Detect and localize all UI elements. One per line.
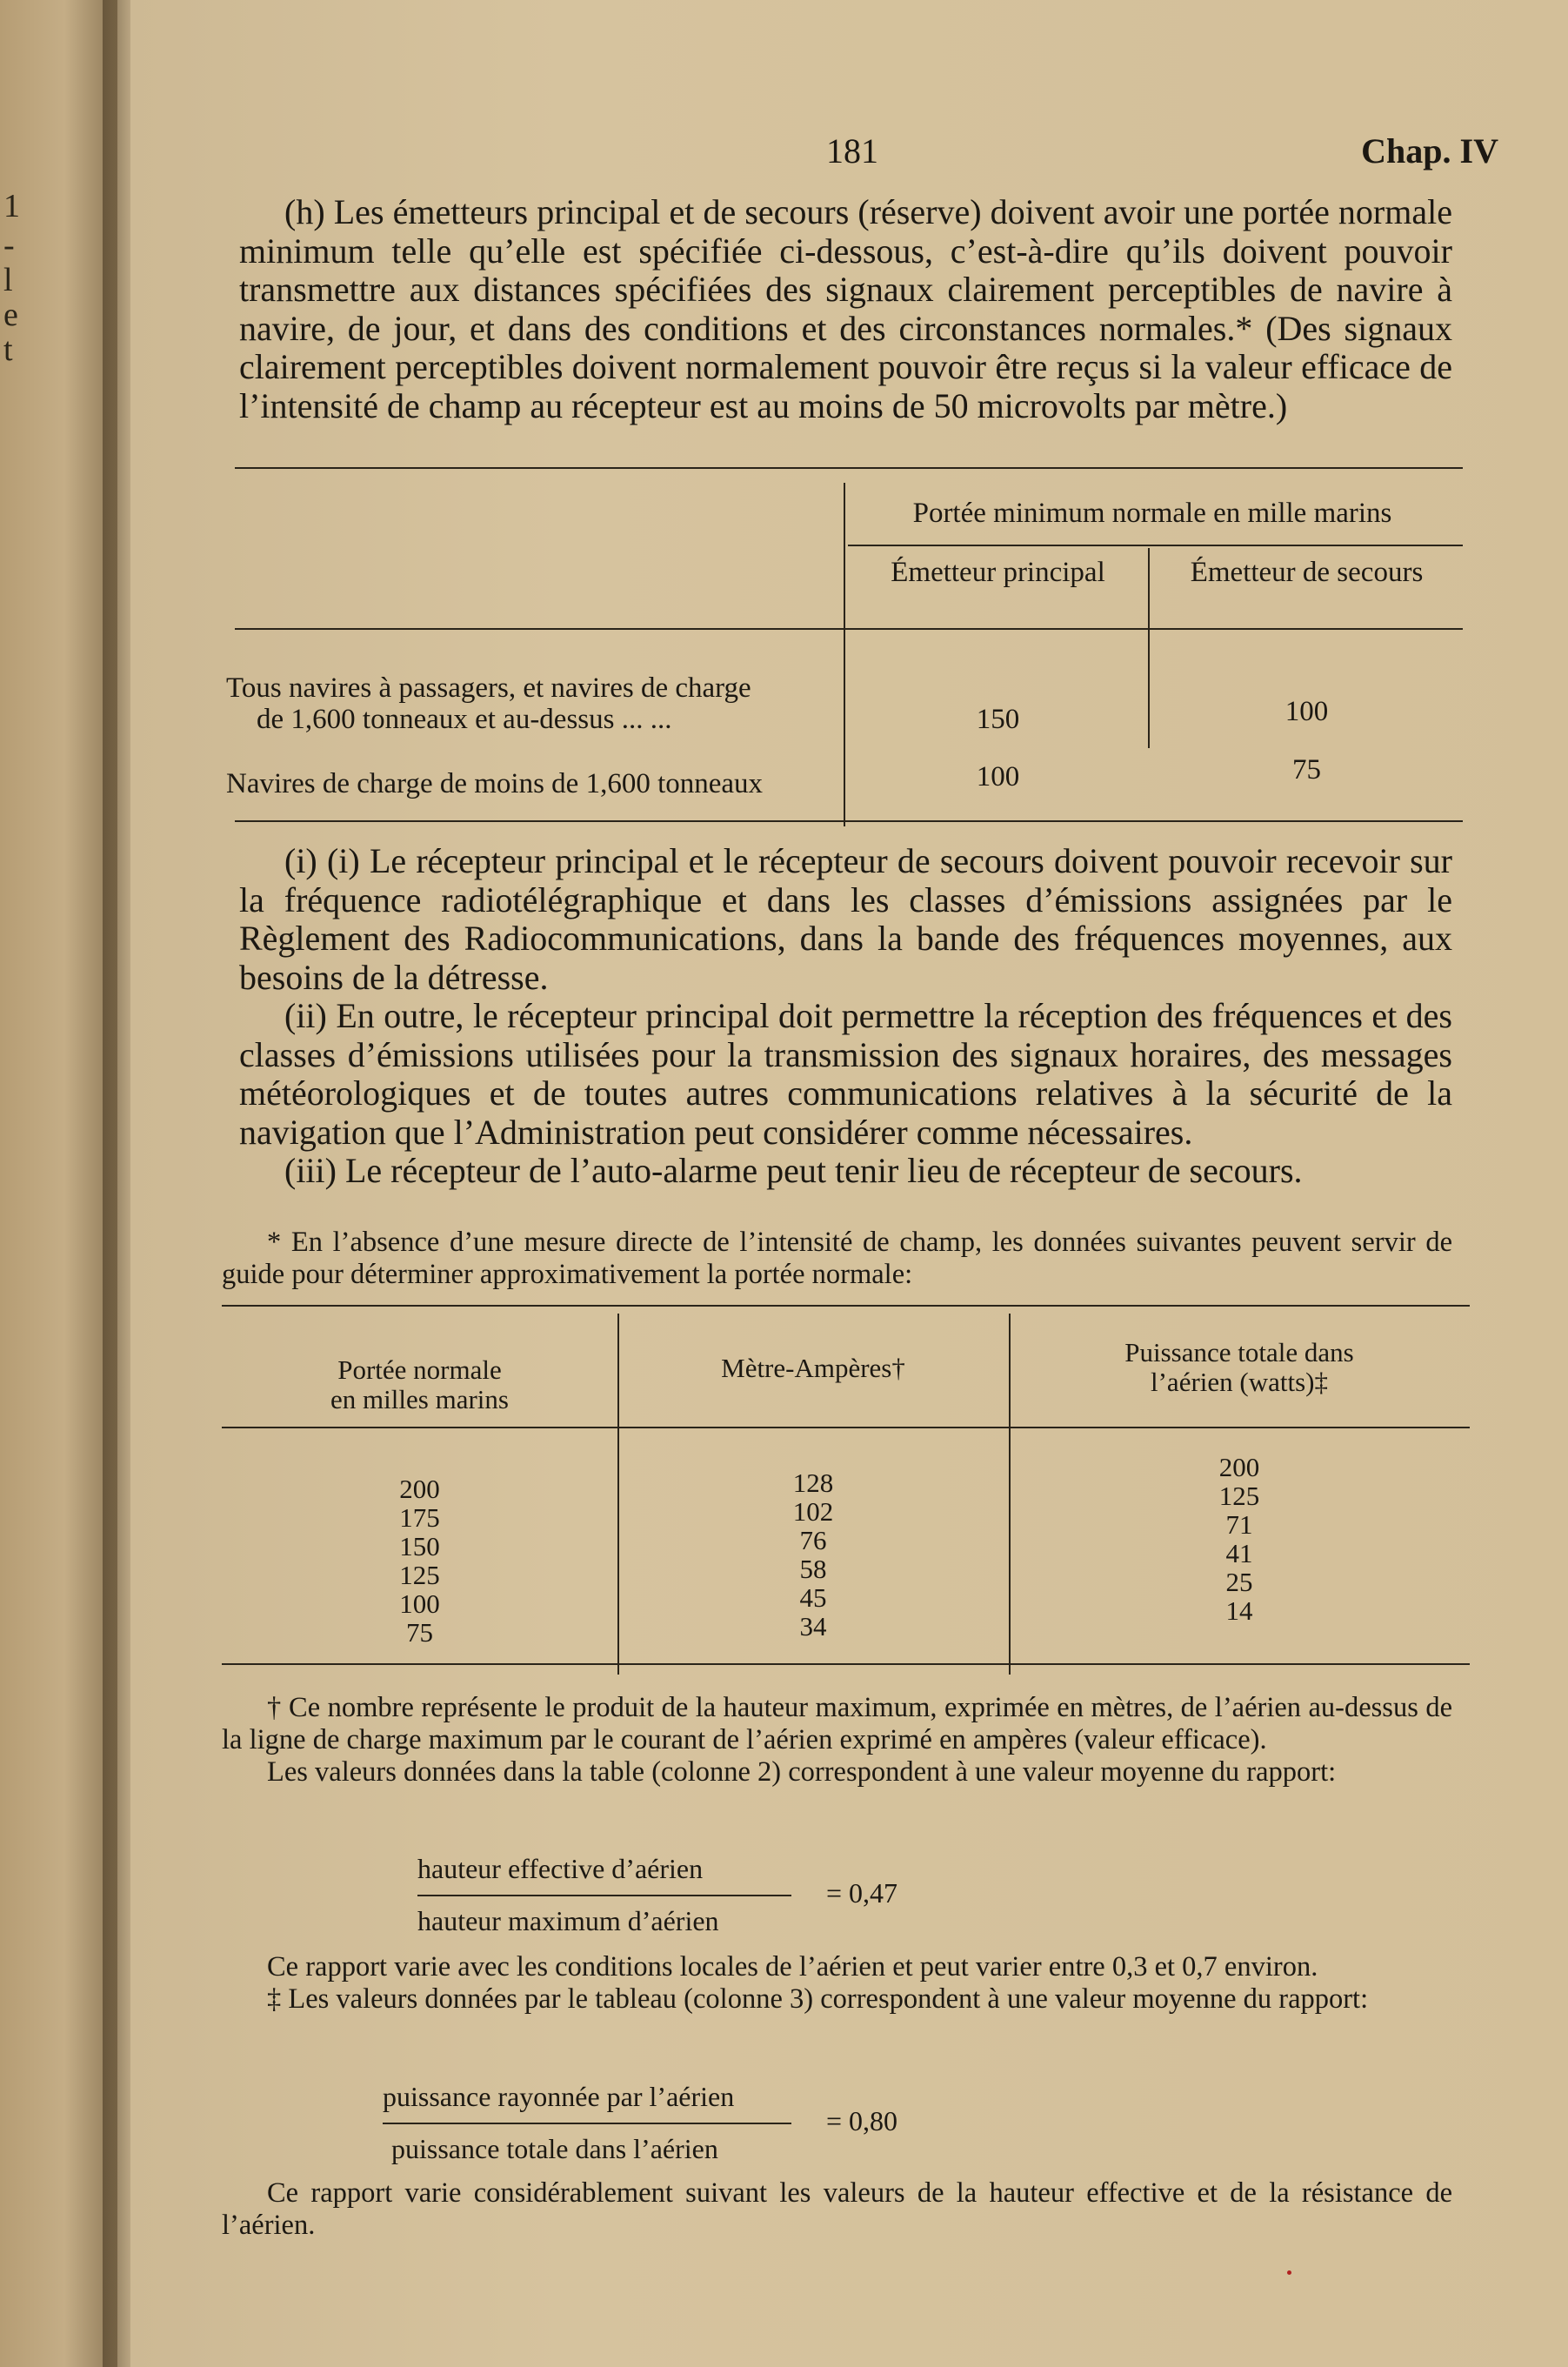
range-value: 125	[399, 1560, 440, 1590]
power-value: 125	[1218, 1481, 1260, 1511]
ratio-formula-power	[383, 2081, 939, 2168]
footnote-ratio-note-2	[222, 2177, 1452, 2242]
table-top-rule	[222, 1305, 1470, 1307]
row-value-principal: 150	[976, 704, 1020, 735]
table-header-bottom-rule	[235, 628, 1463, 630]
column-header-range-unit: en milles marins	[330, 1384, 509, 1414]
row-value-principal: 100	[976, 761, 1020, 792]
page-header	[130, 130, 1568, 183]
table-bottom-rule	[222, 1663, 1470, 1665]
table-header-rule	[848, 545, 1463, 546]
page-number: 181	[826, 131, 878, 171]
metre-amperes-value: 76	[799, 1525, 827, 1555]
fraction-denominator: puissance totale dans l’aérien	[391, 2133, 718, 2164]
metre-amperes-value: 45	[799, 1582, 827, 1613]
fraction-denominator: hauteur maximum d’aérien	[417, 1905, 719, 1936]
metre-amperes-value: 128	[792, 1468, 834, 1498]
column-header-metre-amperes: Mètre-Ampères†	[721, 1353, 905, 1383]
footnote-text: * En l’absence d’une mesure directe de l’intensité de champ, les données suivantes peuvent servir de guide pour déterminer approximativement la portée normale:	[222, 1227, 1452, 1290]
row-label: Navires de charge de moins de 1,600 tonneaux	[226, 768, 764, 799]
paragraph-text: (h) Les émetteurs principal et de secours (réserve) doivent avoir une portée normale minimum telle qu’elle est spécifiée ci-dessous, c’est-à-dire qu’ils doivent pouvoir transmettre aux distances spécifiées des signaux clairement perceptibles de navire à navire, de jour, et dans des conditions et des circonstances normales.* (Des signaux clairement perceptibles doivent normalement pouvoir être reçus si la valeur efficace de l’intensité de champ au récepteur est au moins de 50 microvolts par mètre.)	[239, 192, 1452, 425]
footnote-text: Les valeurs données dans la table (colonne 2) correspondent à une valeur moyenne du rapport:	[267, 1756, 1337, 1788]
row-label-continued: de 1,600 tonneaux et au-dessus ... ...	[257, 704, 672, 735]
column-header-secours: Émetteur de secours	[1190, 557, 1424, 588]
margin-fragment: l	[3, 262, 13, 298]
paragraph-text: (i) (i) Le récepteur principal et le récepteur de secours doivent pouvoir recevoir sur la fréquence radiotélégraphique et dans les classes d’émissions assignées par le Règlement des Radiocommunications, dans la bande des fréquences moyennes, aux besoins de la détresse.	[239, 841, 1452, 997]
footnote-text: Ce rapport varie considérablement suivant les valeurs de la hauteur effective et de la résistance de l’aérien.	[222, 2177, 1452, 2241]
paragraph-h	[239, 193, 1452, 425]
fraction-numerator: hauteur effective d’aérien	[417, 1853, 704, 1884]
power-value: 25	[1225, 1567, 1253, 1597]
table-bottom-rule	[235, 820, 1463, 822]
facing-page-edge	[0, 0, 117, 2367]
table-column-divider	[844, 483, 845, 826]
table-top-rule	[235, 467, 1463, 469]
fraction-bar	[383, 2123, 791, 2124]
ink-speck	[1287, 2270, 1291, 2275]
power-value: 71	[1225, 1509, 1253, 1540]
ratio-formula-height	[417, 1853, 939, 1940]
range-value: 200	[399, 1474, 440, 1504]
fraction-value: = 0,47	[826, 1877, 898, 1909]
column-header-power-unit: l’aérien (watts)‡	[1151, 1367, 1328, 1397]
paragraph-text: (ii) En outre, le récepteur principal doit permettre la réception des fréquences et des classes d’émissions utilisées pour la transmission des signaux horaires, des messages météorologiques et de toutes autres communications relatives à la sécurité de la navigation que l’Administration peut considérer comme nécessaires.	[239, 996, 1452, 1152]
metre-amperes-value: 34	[799, 1611, 827, 1642]
fraction-value: = 0,80	[826, 2105, 898, 2136]
footnote-text: Ce rapport varie avec les conditions locales de l’aérien et peut varier entre 0,3 et 0,7 environ.	[267, 1951, 1318, 1983]
footnote-text: ‡ Les valeurs données par le tableau (colonne 3) correspondent à une valeur moyenne du rapport:	[267, 1983, 1369, 2015]
margin-fragment: -	[3, 227, 15, 264]
margin-fragment: 1	[3, 188, 20, 224]
row-value-secours: 75	[1292, 754, 1321, 786]
range-value: 150	[399, 1531, 440, 1561]
fraction-numerator: puissance rayonnée par l’aérien	[383, 2081, 735, 2112]
column-header-range: Portée normale	[337, 1354, 502, 1385]
fraction-bar	[417, 1895, 791, 1896]
footnote-text: † Ce nombre représente le produit de la hauteur maximum, exprimée en mètres, de l’aérien au-dessus de la ligne de charge maximum par le courant de l’aérien exprimé en ampères (valeur efficace).	[222, 1692, 1452, 1755]
table-column-divider	[617, 1314, 619, 1675]
table-column-divider	[1148, 548, 1150, 748]
row-label: Tous navires à passagers, et navires de charge	[226, 672, 751, 704]
footnote-dagger	[222, 1692, 1452, 1789]
column-header-power: Puissance totale dans	[1124, 1337, 1354, 1367]
metre-amperes-value: 102	[792, 1496, 834, 1527]
range-value: 100	[399, 1588, 440, 1619]
table-column-divider	[1009, 1314, 1011, 1675]
metre-amperes-value: 58	[799, 1554, 827, 1584]
margin-fragment: t	[3, 331, 13, 368]
chapter-label: Chap. IV	[1361, 131, 1498, 171]
power-value: 14	[1225, 1595, 1253, 1626]
margin-fragment: e	[3, 297, 18, 333]
table-group-header: Portée minimum normale en mille marins	[912, 498, 1392, 529]
page	[130, 0, 1568, 2367]
footnote-star	[222, 1227, 1452, 1291]
range-value: 175	[399, 1502, 440, 1533]
paragraph-text: (iii) Le récepteur de l’auto-alarme peut tenir lieu de récepteur de secours.	[284, 1151, 1303, 1190]
column-header-principal: Émetteur principal	[891, 557, 1105, 588]
paragraph-i	[239, 842, 1452, 1191]
power-value: 200	[1218, 1452, 1260, 1482]
row-value-secours: 100	[1284, 696, 1329, 727]
table-header-bottom-rule	[222, 1427, 1470, 1428]
range-value: 75	[406, 1617, 433, 1648]
power-value: 41	[1225, 1538, 1253, 1568]
footnote-ratio-note	[222, 1951, 1452, 2016]
